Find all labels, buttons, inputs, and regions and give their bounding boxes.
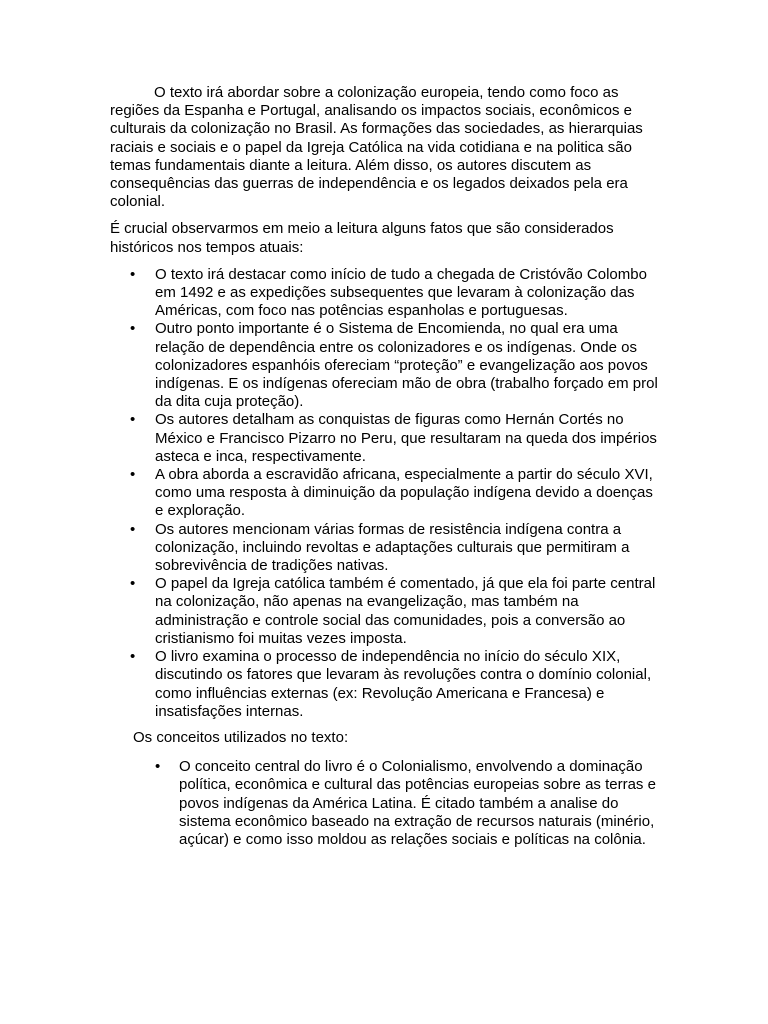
list-item-text: O conceito central do livro é o Colonialismo, envolvendo a dominação política, econômica e cultural das potências europeias sobre as terras e povos indígenas da América Latina. É citado também a analise do sistema econômico baseado na extração de recursos naturais (minério, açúcar) e como isso moldou as relações sociais e políticas na colônia.: [179, 758, 656, 848]
bullet-icon: •: [130, 466, 136, 484]
list-item: [110, 266, 662, 321]
list-item-text: O texto irá destacar como início de tudo a chegada de Cristóvão Colombo em 1492 e as expedições subsequentes que levaram à colonização das Américas, com foco nas potências espanholas e portuguesas.: [155, 265, 647, 320]
list-item: [110, 521, 662, 576]
bullet-icon: •: [130, 265, 136, 283]
list-item-text: Outro ponto importante é o Sistema de Encomienda, no qual era uma relação de dependência entre os colonizadores e os indígenas. Onde os colonizadores espanhóis ofereciam “proteção” e evangelização aos povos indígenas. E os indígenas ofereciam mão de obra (trabalho forçado em prol da dita cuja proteção).: [155, 320, 658, 411]
list-item-text: Os autores mencionam várias formas de resistência indígena contra a colonização, incluindo revoltas e adaptações culturais que permitiram a sobrevivência de tradições nativas.: [155, 520, 630, 575]
list-item-text: Os autores detalham as conquistas de figuras como Hernán Cortés no México e Francisco Pizarro no Peru, que resultaram na queda dos impérios asteca e inca, respectivamente.: [155, 411, 657, 465]
bullet-icon: •: [130, 411, 136, 429]
bullet-icon: •: [130, 520, 136, 538]
list-item-text: O papel da Igreja católica também é comentado, já que ela foi parte central na colonização, não apenas na evangelização, mas também na administração e controle social das comunidades, pois a conversão ao cristianismo foi muitas vezes imposta.: [155, 575, 656, 647]
list-item: [110, 575, 662, 648]
bullet-icon: •: [155, 758, 161, 776]
concepts-heading: Os conceitos utilizados no texto:: [133, 728, 349, 746]
list-item-text: A obra aborda a escravidão africana, especialmente a partir do século XVI, como uma resposta à diminuição da população indígena devido a doenças e exploração.: [155, 466, 653, 520]
bullet-icon: •: [130, 575, 136, 593]
facts-list: [110, 266, 662, 721]
list-item: [110, 758, 662, 849]
intro-paragraph: O texto irá abordar sobre a colonização europeia, tendo como foco as regiões da Espanha e Portugal, analisando os impactos sociais, econômicos e culturais da colonização no Brasil. As formações das sociedades, as hierarquias raciais e sociais e o papel da Igreja Católica na vida cotidiana e na politica são temas fundamentais diante a leitura. Além disso, os autores discutem as consequências das guerras de independência e os legados deixados pela era colonial.: [110, 84, 643, 211]
bullet-icon: •: [130, 648, 136, 666]
bullet-icon: •: [130, 320, 136, 338]
list-item: [110, 466, 662, 521]
facts-intro-paragraph: É crucial observarmos em meio a leitura alguns fatos que são considerados históricos nos tempos atuais:: [110, 220, 614, 256]
list-item: [110, 411, 662, 466]
document-page: [110, 84, 662, 849]
list-item: [110, 320, 662, 411]
list-item: [110, 648, 662, 721]
list-item-text: O livro examina o processo de independência no início do século XIX, discutindo os fatores que levaram às revoluções contra o domínio colonial, como influências externas (ex: Revolução Americana e Francesa) e insatisfações internas.: [155, 648, 652, 720]
concepts-list: [110, 758, 662, 849]
